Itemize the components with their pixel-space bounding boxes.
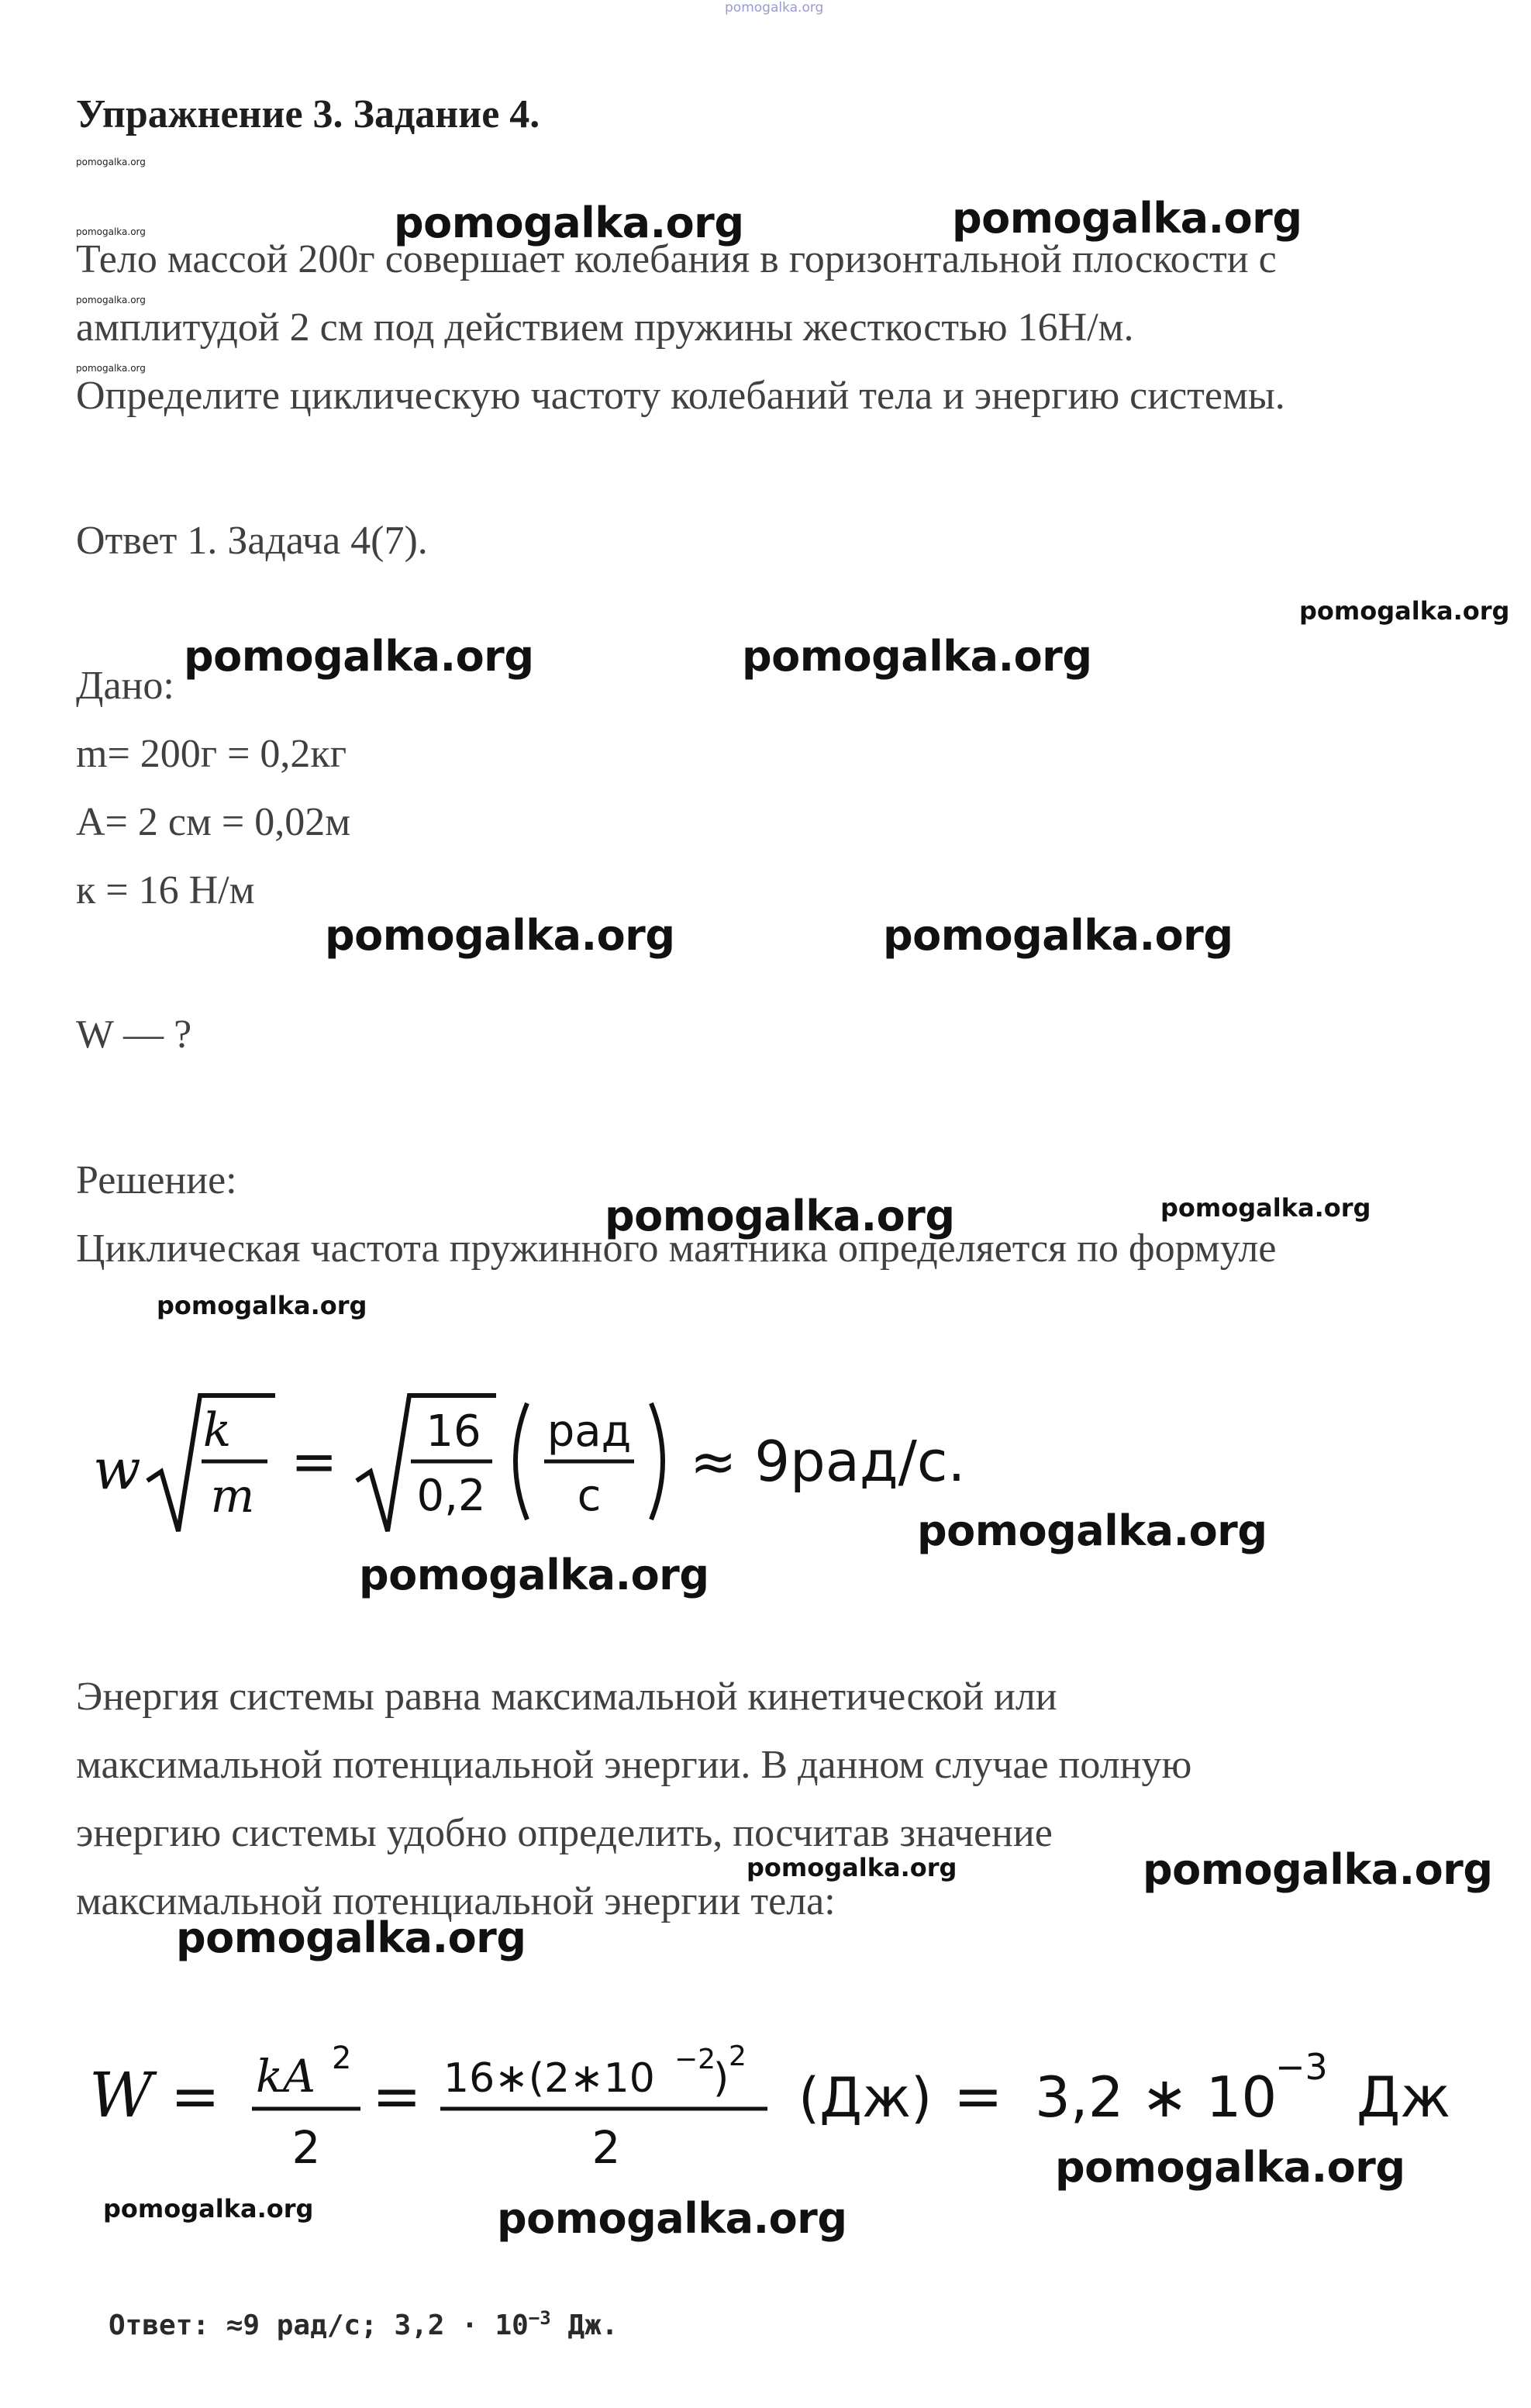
equals-sign: = (372, 2061, 422, 2130)
watermark-tiny: pomogalka.org (76, 226, 146, 237)
given-find: W — ? (76, 1013, 192, 1057)
watermark: pomogalka.org (184, 632, 534, 681)
equals-sign: = (171, 2061, 220, 2130)
energy-line-3: энергию системы удобно определить, посчитав значение (76, 1811, 1053, 1855)
top-watermark: pomogalka.org (725, 0, 824, 16)
final-answer (109, 2307, 618, 2341)
given-stiffness: к = 16 Н/м (76, 868, 255, 912)
watermark: pomogalka.org (1160, 1193, 1371, 1223)
watermark: pomogalka.org (157, 1291, 367, 1320)
energy-line-1: Энергия системы равна максимальной кинетической или (76, 1675, 1057, 1719)
frac2-den: 2 (591, 2121, 621, 2174)
watermark-tiny: pomogalka.org (76, 363, 146, 374)
solution-label: Решение: (76, 1158, 237, 1202)
frac1-num: kA (256, 2050, 316, 2103)
frac2-num-exp: −2 (674, 2044, 716, 2075)
frac2-num: 16∗(2∗10 (443, 2055, 655, 2102)
given-mass: m= 200г = 0,2кг (76, 732, 347, 776)
watermark: pomogalka.org (883, 911, 1233, 960)
watermark: pomogalka.org (1055, 2143, 1405, 2192)
watermark: pomogalka.org (1299, 596, 1510, 626)
watermark: pomogalka.org (103, 2194, 314, 2223)
watermark: pomogalka.org (1143, 1845, 1493, 1894)
watermark: pomogalka.org (394, 198, 744, 247)
problem-line-1: Тело массой 200г совершает колебания в горизонтальной плоскости с (76, 237, 1277, 281)
unit-num: рад (547, 1406, 632, 1457)
svg-text:kA (256, 2050, 316, 2103)
answer-heading: Ответ 1. Задача 4(7). (76, 519, 428, 563)
watermark: pomogalka.org (605, 1192, 955, 1240)
watermark: pomogalka.org (742, 632, 1092, 681)
watermark: pomogalka.org (497, 2194, 847, 2243)
watermark: pomogalka.org (325, 911, 675, 960)
right-paren (651, 1403, 663, 1520)
frac2-num-exp2: 2 (729, 2041, 747, 2072)
formula-unit: (Дж) (798, 2066, 933, 2130)
equals-sign: = (291, 1429, 338, 1494)
watermark-tiny: pomogalka.org (76, 295, 146, 305)
formula-W: W (89, 2059, 153, 2131)
formula-m: m (210, 1469, 255, 1523)
solution-intro: Циклическая частота пружинного маятника определяется по формуле (76, 1226, 1277, 1271)
given-amplitude: A= 2 см = 0,02м (76, 800, 351, 844)
result-unit: Дж (1357, 2065, 1451, 2130)
result-exp: −3 (1275, 2046, 1328, 2088)
energy-line-4: максимальной потенциальной энергии тела: (76, 1879, 836, 1923)
frac2-num-close: ) (713, 2055, 729, 2102)
unit-den: c (577, 1471, 602, 1521)
final-answer-exp: −3 (528, 2307, 551, 2329)
watermark: pomogalka.org (747, 1853, 957, 1882)
left-paren (516, 1403, 527, 1520)
formula-result: ≈ 9рад/с. (690, 1429, 966, 1494)
energy-line-2: максимальной потенциальной энергии. В данном случае полную (76, 1743, 1192, 1787)
problem-line-3: Определите циклическую частоту колебаний тела и энергию системы. (76, 374, 1285, 418)
equals-sign: = (953, 2061, 1003, 2130)
formula-k: k (202, 1403, 232, 1458)
frac1-exp: 2 (332, 2041, 352, 2076)
final-answer-text: Ответ: ≈9 рад/с; 3,2 · 10 (109, 2310, 529, 2341)
watermark: pomogalka.org (917, 1506, 1267, 1555)
frac1-den: 2 (291, 2121, 321, 2174)
watermark: pomogalka.org (359, 1551, 709, 1599)
cyclic-frequency-formula (85, 1372, 1031, 1558)
watermark-tiny: pomogalka.org (76, 157, 146, 167)
formula-num: 16 (426, 1406, 481, 1457)
watermark: pomogalka.org (952, 194, 1302, 243)
formula-w: w (93, 1437, 141, 1502)
page-title: Упражнение 3. Задание 4. (76, 92, 540, 136)
watermark: pomogalka.org (176, 1913, 526, 1962)
problem-line-2: амплитудой 2 см под действием пружины жесткостью 16Н/м. (76, 305, 1134, 350)
final-answer-unit: Дж. (550, 2310, 619, 2341)
result-base: 3,2 ∗ 10 (1035, 2065, 1278, 2130)
given-label: Дано: (76, 664, 174, 708)
formula-den: 0,2 (416, 1471, 486, 1521)
